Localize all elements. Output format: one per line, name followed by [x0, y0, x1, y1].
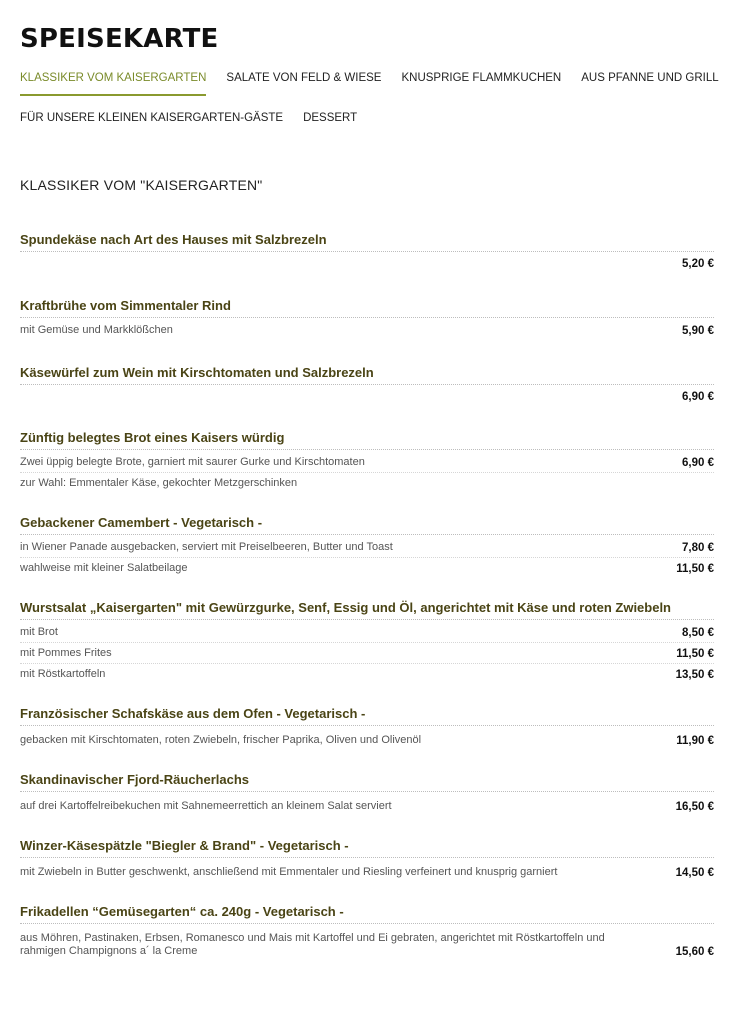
dish-description: wahlweise mit kleiner Salatbeilage: [20, 562, 188, 574]
dish-description: in Wiener Panade ausgebacken, serviert mit Preiselbeeren, Butter und Toast: [20, 541, 393, 553]
dish-price: 11,90 €: [676, 735, 714, 747]
dish-description: zur Wahl: Emmentaler Käse, gekochter Metzgerschinken: [20, 477, 298, 489]
dish-price: 15,60 €: [675, 946, 714, 958]
dish-title: Kraftbrühe vom Simmentaler Rind: [20, 298, 714, 318]
dish-line: [20, 535, 714, 558]
dish-description: Zwei üppig belegte Brote, garniert mit saurer Gurke und Kirschtomaten: [20, 456, 365, 468]
dish-line: [20, 726, 714, 750]
dish-description: auf drei Kartoffelreibekuchen mit Sahnemeerrettich an kleinem Salat serviert: [20, 800, 392, 812]
menu-item: [20, 515, 714, 578]
dish-line: [20, 252, 714, 273]
dish-line: [20, 643, 714, 664]
dish-price: 5,20 €: [682, 258, 714, 270]
menu-item: [20, 904, 714, 961]
dish-line: [20, 792, 714, 816]
tab-pfanne-grill[interactable]: AUS PFANNE UND GRILL: [581, 72, 719, 84]
menu-item: [20, 706, 714, 750]
tab-kinder[interactable]: FÜR UNSERE KLEINEN KAISERGARTEN-GÄSTE: [20, 112, 284, 124]
dish-title: Frikadellen “Gemüsegarten“ ca. 240g - Vegetarisch -: [20, 904, 714, 924]
dish-line: [20, 924, 714, 961]
dish-title: Skandinavischer Fjord-Räucherlachs: [20, 772, 714, 792]
dish-description: mit Brot: [20, 626, 58, 638]
dish-price: 14,50 €: [675, 867, 714, 879]
menu-item: [20, 365, 714, 406]
tab-salate[interactable]: SALATE VON FELD & WIESE: [226, 72, 382, 84]
dish-title: Winzer-Käsespätzle "Biegler & Brand" - Vegetarisch -: [20, 838, 714, 858]
dish-price: 13,50 €: [675, 669, 714, 681]
menu-item: [20, 838, 714, 882]
category-tabs: [20, 66, 724, 131]
dish-price: 5,90 €: [682, 325, 714, 337]
dish-description: mit Zwiebeln in Butter geschwenkt, anschließend mit Emmentaler und Riesling verfeinert und knusprig garniert: [20, 866, 558, 878]
menu-list: [20, 232, 714, 961]
menu-item: [20, 600, 714, 684]
menu-item: [20, 298, 714, 340]
dish-price: 11,50 €: [676, 648, 714, 660]
dish-line: [20, 620, 714, 643]
page-title: SPEISEKARTE: [20, 24, 219, 54]
dish-price: 16,50 €: [675, 801, 714, 813]
dish-price: 8,50 €: [682, 627, 714, 639]
dish-line: [20, 558, 714, 578]
menu-item: [20, 430, 714, 493]
dish-line: [20, 385, 714, 406]
dish-description: mit Pommes Frites: [20, 647, 112, 659]
tab-flammkuchen[interactable]: KNUSPRIGE FLAMMKUCHEN: [401, 72, 562, 84]
dish-title: Spundekäse nach Art des Hauses mit Salzbrezeln: [20, 232, 714, 252]
dish-price: 11,50 €: [676, 563, 714, 575]
dish-title: Gebackener Camembert - Vegetarisch -: [20, 515, 714, 535]
dish-title: Käsewürfel zum Wein mit Kirschtomaten und Salzbrezeln: [20, 365, 714, 385]
dish-line: [20, 473, 714, 493]
dish-price: 6,90 €: [682, 391, 714, 403]
dish-description: mit Gemüse und Markklößchen: [20, 324, 173, 336]
dish-description: mit Röstkartoffeln: [20, 668, 106, 680]
tab-klassiker[interactable]: KLASSIKER VOM KAISERGARTEN: [20, 66, 206, 96]
dish-title: Zünftig belegtes Brot eines Kaisers würdig: [20, 430, 714, 450]
menu-item: [20, 232, 714, 273]
menu-item: [20, 772, 714, 816]
dish-description: aus Möhren, Pastinaken, Erbsen, Romanesco und Mais mit Kartoffel und Ei gebraten, angerichtet mit Röstkartoffeln und rahmigen Champignons a´ la Creme: [20, 932, 605, 957]
dish-title: Wurstsalat „Kaisergarten" mit Gewürzgurke, Senf, Essig und Öl, angerichtet mit Käse und roten Zwiebeln: [20, 600, 714, 620]
dish-title: Französischer Schafskäse aus dem Ofen - Vegetarisch -: [20, 706, 714, 726]
dish-line: [20, 318, 714, 340]
dish-price: 6,90 €: [682, 457, 714, 469]
dish-description: gebacken mit Kirschtomaten, roten Zwiebeln, frischer Paprika, Oliven und Olivenöl: [20, 734, 422, 746]
dish-line: [20, 450, 714, 473]
dish-line: [20, 664, 714, 684]
tab-dessert[interactable]: DESSERT: [303, 112, 358, 124]
section-title: KLASSIKER VOM "KAISERGARTEN": [20, 177, 263, 193]
dish-line: [20, 858, 714, 882]
dish-price: 7,80 €: [682, 542, 714, 554]
